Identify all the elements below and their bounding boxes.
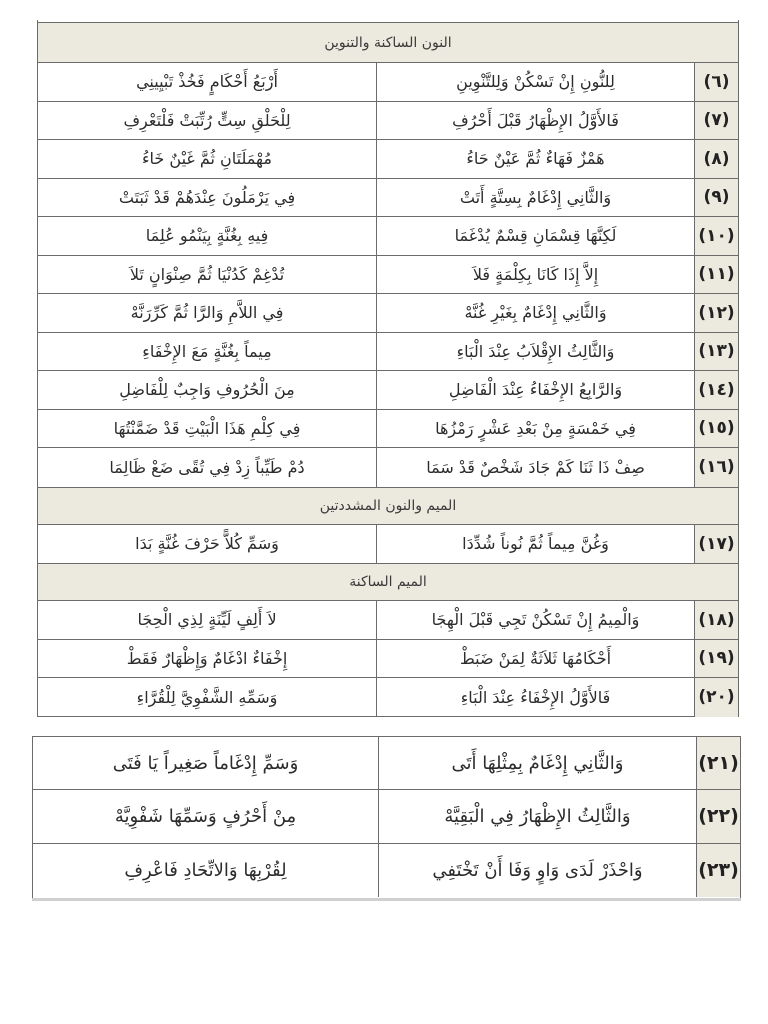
second-hemistich: دُمْ طَيِّباً زِدْ فِي تُقًى ضَعْ ظَالِمَا (109, 457, 305, 477)
section-rows-meem-sakinah (38, 601, 738, 717)
first-hemistich: وَالثَّانِي إِدْغَامٌ بِغَيْرِ غُنَّهْ (376, 294, 694, 332)
verse-row (38, 140, 738, 179)
verse-number: (٢٢) (696, 790, 740, 842)
section-header-meem-sakinah: الميم الساكنة (38, 563, 738, 601)
first-hemistich: إِلاَّ إِذَا كَانَا بِكِلْمَةٍ فَلاَ (376, 256, 694, 294)
verse-row (38, 525, 738, 564)
first-hemistich: وَالثَّانِي إِدْغَامٌ بِسِتَّةٍ أَتَتْ (376, 179, 694, 217)
verse-number: (١٢) (694, 294, 738, 332)
verses-table-1 (37, 20, 739, 717)
verse-number: (٢٣) (696, 844, 740, 897)
verse-number: (٢٠) (694, 678, 738, 717)
second-hemistich: وَسَمِّ كُلاًّ حَرْفَ غُنَّةٍ بَدَا (135, 534, 279, 554)
verse-row (38, 179, 738, 218)
verse-row (38, 448, 738, 487)
verse-row (33, 844, 740, 897)
section-header-meem-noon-mushaddad: الميم والنون المشددتين (38, 487, 738, 525)
verse-row (38, 63, 738, 102)
verse-row (33, 737, 740, 790)
verse-number: (١١) (694, 256, 738, 294)
second-hemistich: فِي اللاَّمِ وَالرَّا ثُمَّ كَرِّرَنَّهْ (130, 303, 284, 323)
first-hemistich: وَالثَّالِثُ الإِقْلاَبُ عِنْدَ الْبَاءِ (376, 333, 694, 371)
verse-number: (١٦) (694, 448, 738, 487)
verse-row (38, 371, 738, 410)
verse-number: (١٩) (694, 640, 738, 678)
second-hemistich: لاَ أَلِفٍ لَيِّنَةٍ لِذِي الْحِجَا (137, 610, 277, 630)
verse-number: (٦) (694, 63, 738, 101)
verse-number: (١٨) (694, 601, 738, 639)
first-hemistich: وَالثَّانِي إِدْغَامٌ بِمِثْلِهَا أَتَى (378, 737, 696, 789)
verse-row (38, 217, 738, 256)
verse-row (38, 333, 738, 372)
first-hemistich: وَالرَّابِعُ الإِخْفَاءُ عِنْدَ الْفَاضِلِ (376, 371, 694, 409)
second-hemistich: أَرْبَعُ أَحْكَامٍ فَخُذْ تَبْيِينِي (136, 72, 278, 92)
first-hemistich: فَالأَوَّلُ الإِظْهَارُ قَبْلَ أَحْرُفِ (376, 102, 694, 140)
verse-number: (١٠) (694, 217, 738, 255)
verse-number: (١٥) (694, 410, 738, 448)
second-hemistich: مِنْ أَحْرُفٍ وَسَمِّهَا شَفْوِيَّهْ (114, 805, 297, 827)
first-hemistich: لَكِنَّهَا قِسْمَانِ قِسْمٌ يُدْغَمَا (376, 217, 694, 255)
verse-number: (١٤) (694, 371, 738, 409)
section-header-noon-sakinah: النون الساكنة والتنوين (38, 22, 738, 63)
verse-number: (٧) (694, 102, 738, 140)
verse-row (38, 601, 738, 640)
second-hemistich: لِلْحَلْقِ سِتٍّ رُتِّبَتْ فَلْتَعْرِفِ (123, 110, 291, 130)
verse-row (33, 790, 740, 843)
first-hemistich: هَمْزٌ فَهَاءٌ ثُمَّ عَيْنٌ حَاءُ (376, 140, 694, 178)
verse-number: (٢١) (696, 737, 740, 789)
second-hemistich: تُدْغِمْ كَدُنْيَا ثُمَّ صِنْوَانٍ تَلاَ (129, 264, 285, 284)
verses-table-2 (32, 736, 741, 900)
verse-row (38, 678, 738, 717)
bottom-rule (32, 898, 741, 901)
first-hemistich: وَالثَّالِثُ الإِظْهَارُ فِي الْبَقِيَّهْ (378, 790, 696, 842)
verse-number: (٩) (694, 179, 738, 217)
second-hemistich: فِيهِ بِغُنَّةٍ بِيَنْمُو عُلِمَا (145, 226, 269, 246)
verse-row (38, 294, 738, 333)
verse-row (38, 640, 738, 679)
first-hemistich: أَحْكَامُهَا ثَلاَثَةٌ لِمَنْ ضَبَطْ (376, 640, 694, 678)
second-hemistich: إِخْفَاءٌ ادْغَامٌ وَإِظْهَارٌ فَقَطْ (126, 648, 288, 668)
first-hemistich: وَغُنَّ مِيماً ثُمَّ نُوناً شُدِّدَا (376, 525, 694, 564)
first-hemistich: وَاحْذَرْ لَدَى وَاوٍ وَفَا أَنْ تَخْتَفِي (378, 844, 696, 897)
verse-row (38, 102, 738, 141)
first-hemistich: فَالأَوَّلُ الإِخْفَاءُ عِنْدَ الْبَاءِ (376, 678, 694, 717)
second-hemistich: مِيماً بِغُنَّةٍ مَعَ الإِخْفَاءِ (142, 341, 272, 361)
second-hemistich: وَسَمِّهِ الشَّفْوِيَّ لِلْقُرَّاءِ (136, 687, 278, 707)
second-hemistich: فِي كِلْمِ هَذَا الْبَيْتِ قَدْ ضَمَّنْتُهَا (113, 418, 301, 438)
second-hemistich: مُهْمَلَتَانِ ثُمَّ غَيْنٌ خَاءُ (142, 149, 272, 169)
section-rows-meem-noon-mushaddad (38, 525, 738, 564)
first-hemistich: وَالْمِيمُ إِنْ تَسْكُنْ تَجِي قَبْلَ الْهِجَا (376, 601, 694, 639)
second-hemistich: لِقُرْبِهَا وَالاتِّحَادِ فَاعْرِفِ (124, 859, 287, 881)
first-hemistich: فِي خَمْسَةٍ مِنْ بَعْدِ عَشْرٍ رَمْزُهَا (376, 410, 694, 448)
second-hemistich: مِنَ الْحُرُوفِ وَاجِبٌ لِلْفَاضِلِ (119, 380, 295, 400)
verse-row (38, 256, 738, 295)
first-hemistich: لِلنُّونِ إِنْ تَسْكُنْ وَلِلتَّنْوِينِ (376, 63, 694, 101)
section-rows-noon-sakinah (38, 63, 738, 487)
second-hemistich: وَسَمِّ إِدْغَاماً صَغِيراً يَا فَتَى (112, 752, 299, 774)
verse-number: (١٧) (694, 525, 738, 564)
first-hemistich: صِفْ ذَا ثَنَا كَمْ جَادَ شَخْصٌ قَدْ سَمَا (376, 448, 694, 487)
verse-number: (١٣) (694, 333, 738, 371)
second-hemistich: فِي يَرْمَلُونَ عِنْدَهُمْ قَدْ ثَبَتَتْ (118, 187, 296, 207)
verse-row (38, 410, 738, 449)
verse-number: (٨) (694, 140, 738, 178)
